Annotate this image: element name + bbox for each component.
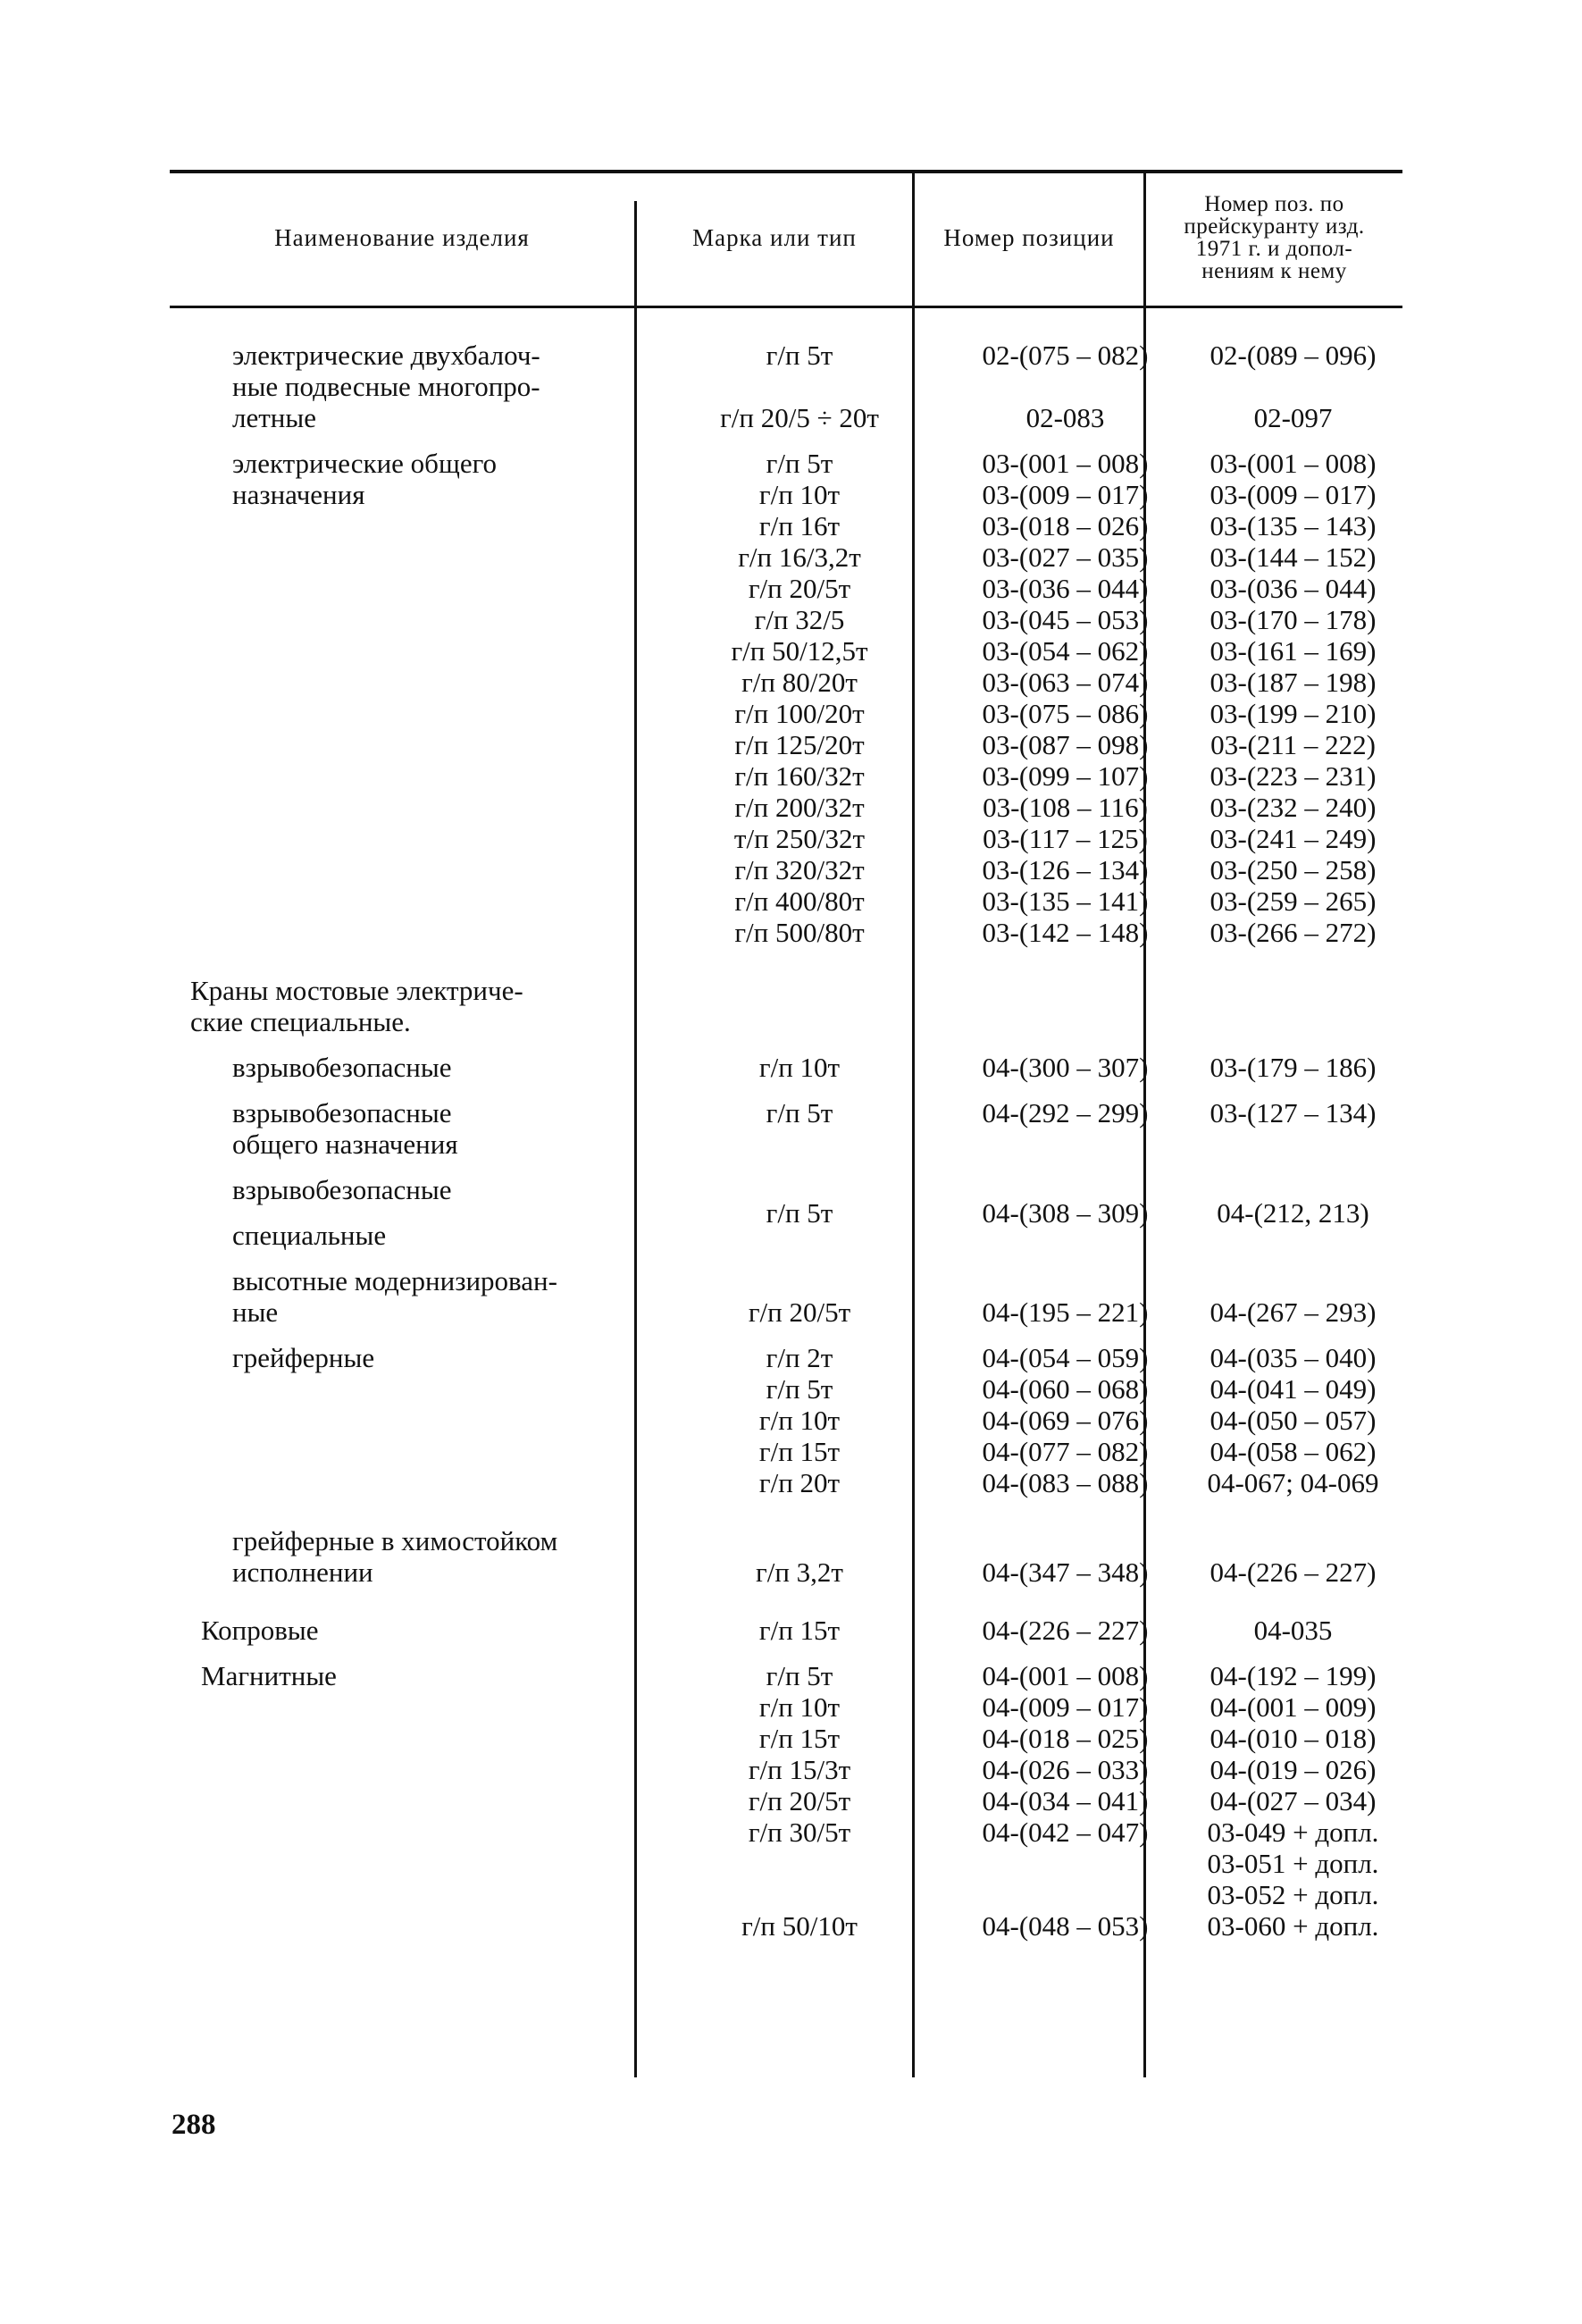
name-line: исполнении <box>232 1556 373 1588</box>
old-position-line: 03-(199 – 210) <box>1210 698 1377 729</box>
old-position-line: 03-051 + допл. <box>1207 1848 1379 1879</box>
mark-line <box>652 1848 947 1879</box>
old-position-line: 04-(267 – 293) <box>1210 1296 1377 1328</box>
table-row <box>170 975 1402 1037</box>
position-cell <box>947 1052 1184 1083</box>
header-old-line: 1971 г. и допол- <box>1195 237 1353 261</box>
mark-line: г/п 125/20т <box>734 729 865 760</box>
mark-line: г/п 2т <box>766 1342 833 1373</box>
mark-line: г/п 500/80т <box>734 917 865 948</box>
old-position-line: 03-(266 – 272) <box>1210 917 1377 948</box>
name-line: электрические общего <box>232 448 498 479</box>
mark-line: г/п 10т <box>758 479 841 510</box>
old-position-line: 03-(135 – 143) <box>1210 510 1377 541</box>
mark-line: г/п 3,2т <box>756 1556 843 1588</box>
position-line: 03-(117 – 125) <box>983 823 1148 854</box>
old-position-line: 03-(259 – 265) <box>1210 885 1377 917</box>
mark-line: г/п 5т <box>766 340 833 371</box>
mark-cell <box>652 1197 947 1229</box>
mark-line: г/п 20/5т <box>748 573 851 604</box>
name-line: электрические двухбалоч- <box>232 340 540 371</box>
old-position-line: 03-(009 – 017) <box>1210 479 1377 510</box>
mark-line: г/п 32/5 <box>754 604 845 635</box>
mark-cell <box>652 1296 947 1328</box>
mark-line: т/п 250/32т <box>733 823 866 854</box>
old-position-line: 03-(223 – 231) <box>1210 760 1377 792</box>
mark-cell <box>652 1556 947 1588</box>
position-cell <box>947 1660 1184 1942</box>
old-position-line: 03-(241 – 249) <box>1210 823 1377 854</box>
position-line: 04-(048 – 053) <box>982 1910 1149 1942</box>
position-line: 04-(077 – 082) <box>982 1436 1149 1467</box>
old-position-cell <box>1184 1342 1402 1498</box>
mark-line: г/п 15т <box>758 1436 841 1467</box>
mark-line: г/п 10т <box>758 1691 841 1723</box>
position-line: 03-(142 – 148) <box>982 917 1149 948</box>
old-position-line: 03-(179 – 186) <box>1210 1052 1377 1083</box>
old-position-line: 03-(036 – 044) <box>1210 573 1377 604</box>
name-line: взрывобезопасные <box>232 1052 452 1083</box>
old-position-line: 04-(035 – 040) <box>1210 1342 1377 1373</box>
mark-line: г/п 5т <box>766 1097 833 1128</box>
position-line: 02-083 <box>1025 402 1105 433</box>
header-position: Номер позиции <box>943 224 1115 251</box>
position-line: 03-(126 – 134) <box>982 854 1149 885</box>
category-label: Магнитные <box>201 1660 337 1691</box>
header-bottom-rule <box>170 306 1402 308</box>
page-number: 288 <box>172 2109 216 2141</box>
position-cell <box>947 1097 1184 1128</box>
position-line: 04-(083 – 088) <box>982 1467 1149 1498</box>
section-title-cell <box>159 975 641 1037</box>
old-position-cell <box>1184 1097 1402 1128</box>
old-position-cell <box>1184 340 1402 433</box>
table-row <box>170 1342 1402 1498</box>
old-position-line: 03-(170 – 178) <box>1210 604 1377 635</box>
table-row <box>170 1660 1402 1942</box>
mark-line: г/п 10т <box>758 1405 841 1436</box>
old-position-line: 03-(144 – 152) <box>1210 541 1377 573</box>
old-position-line: 04-067; 04-069 <box>1207 1467 1379 1498</box>
old-position-line: 03-(211 – 222) <box>1210 729 1376 760</box>
name-line: летные <box>232 402 316 433</box>
table-body <box>170 340 1402 1956</box>
name-line: высотные модернизирован- <box>232 1265 557 1296</box>
table-row <box>170 1265 1402 1328</box>
old-position-line: 04-(027 – 034) <box>1210 1785 1377 1816</box>
position-line: 04-(069 – 076) <box>982 1405 1149 1436</box>
name-line: взрывобезопасные <box>232 1097 452 1128</box>
old-position-line: 03-(187 – 198) <box>1210 667 1377 698</box>
name-line: общего назначения <box>232 1128 458 1160</box>
position-cell <box>947 1615 1184 1646</box>
position-line: 03-(099 – 107) <box>982 760 1149 792</box>
mark-cell <box>652 1660 947 1942</box>
position-line: 04-(347 – 348) <box>982 1556 1149 1588</box>
position-line: 04-(034 – 041) <box>982 1785 1149 1816</box>
mark-line: г/п 20/5т <box>748 1296 851 1328</box>
category-label: Копровые <box>201 1615 319 1646</box>
position-line: 03-(087 – 098) <box>982 729 1149 760</box>
name-line: ные подвесные многопро- <box>232 371 540 402</box>
position-line: 04-(195 – 221) <box>982 1296 1149 1328</box>
position-cell <box>947 1296 1184 1328</box>
table-row <box>170 1052 1402 1083</box>
old-position-line: 03-(001 – 008) <box>1210 448 1377 479</box>
position-line: 03-(045 – 053) <box>982 604 1149 635</box>
table-row <box>170 1097 1402 1160</box>
header-old-line: Номер поз. по <box>1204 192 1344 216</box>
position-line: 03-(001 – 008) <box>982 448 1149 479</box>
old-position-line: 04-(041 – 049) <box>1210 1373 1377 1405</box>
mark-line: г/п 50/10т <box>741 1910 858 1942</box>
old-position-line: 04-(192 – 199) <box>1210 1660 1377 1691</box>
position-line: 03-(054 – 062) <box>982 635 1149 667</box>
old-position-line: 04-(001 – 009) <box>1210 1691 1377 1723</box>
old-position-line: 03-052 + допл. <box>1207 1879 1379 1910</box>
mark-line: г/п 30/5т <box>748 1816 851 1848</box>
old-position-line: 02-097 <box>1253 402 1333 433</box>
position-line: 03-(027 – 035) <box>982 541 1149 573</box>
mark-line: г/п 200/32т <box>734 792 865 823</box>
category-cell <box>170 1615 652 1646</box>
position-line: 03-(108 – 116) <box>983 792 1148 823</box>
table-row <box>170 340 1402 433</box>
old-position-cell <box>1184 448 1402 948</box>
old-position-line: 03-(127 – 134) <box>1210 1097 1377 1128</box>
name-cell <box>170 1342 652 1373</box>
position-line: 04-(292 – 299) <box>982 1097 1149 1128</box>
mark-line: г/п 10т <box>758 1052 841 1083</box>
header-old-line: нениям к нему <box>1201 259 1347 283</box>
mark-line: г/п 16т <box>758 510 841 541</box>
old-position-line: 04-(050 – 057) <box>1210 1405 1377 1436</box>
mark-cell <box>652 340 947 433</box>
old-position-line: 04-(019 – 026) <box>1210 1754 1377 1785</box>
name-cell <box>170 1052 652 1083</box>
mark-cell <box>652 1342 947 1498</box>
old-position-cell <box>1184 1052 1402 1083</box>
old-position-line: 02-(089 – 096) <box>1210 340 1377 371</box>
position-cell <box>947 1342 1184 1498</box>
position-cell <box>947 1197 1184 1229</box>
name-cell <box>170 448 652 510</box>
mark-cell <box>652 448 947 948</box>
position-line <box>947 1879 1184 1910</box>
position-line: 03-(018 – 026) <box>982 510 1149 541</box>
name-line: специальные <box>232 1220 387 1251</box>
old-position-line: 03-(250 – 258) <box>1210 854 1377 885</box>
name-line: взрывобезопасные <box>232 1174 452 1205</box>
position-line: 04-(042 – 047) <box>982 1816 1149 1848</box>
old-position-line: 03-060 + допл. <box>1207 1910 1379 1942</box>
position-line: 04-(226 – 227) <box>982 1615 1149 1646</box>
mark-line: г/п 5т <box>766 1197 833 1229</box>
name-line: назначения <box>232 479 365 510</box>
position-cell <box>947 448 1184 948</box>
name-cell <box>170 1525 652 1588</box>
position-line <box>947 371 1184 402</box>
old-position-line <box>1184 371 1402 402</box>
position-line: 03-(063 – 074) <box>982 667 1149 698</box>
header-old-position <box>1146 170 1402 306</box>
mark-line: г/п 20/5т <box>748 1785 851 1816</box>
mark-line: г/п 15/3т <box>748 1754 851 1785</box>
position-line: 04-(009 – 017) <box>982 1691 1149 1723</box>
position-line: 04-(026 – 033) <box>982 1754 1149 1785</box>
position-line: 04-(018 – 025) <box>982 1723 1149 1754</box>
old-position-line: 04-035 <box>1253 1615 1333 1646</box>
position-line: 04-(060 – 068) <box>982 1373 1149 1405</box>
price-table <box>170 170 1402 2077</box>
mark-line <box>652 1879 947 1910</box>
old-position-line: 04-(058 – 062) <box>1210 1436 1377 1467</box>
section-title-line: Краны мостовые электриче- <box>190 975 523 1006</box>
name-line: грейферные <box>232 1342 375 1373</box>
old-position-cell <box>1184 1197 1402 1229</box>
position-line: 03-(075 – 086) <box>982 698 1149 729</box>
mark-line: г/п 15т <box>758 1615 841 1646</box>
position-line: 04-(308 – 309) <box>982 1197 1149 1229</box>
section-title-line: ские специальные. <box>190 1006 411 1037</box>
mark-line: г/п 16/3,2т <box>738 541 861 573</box>
mark-line <box>652 371 947 402</box>
mark-line: г/п 80/20т <box>741 667 858 698</box>
mark-line: г/п 320/32т <box>734 854 865 885</box>
name-cell <box>170 1097 652 1160</box>
mark-line: г/п 400/80т <box>734 885 865 917</box>
old-position-cell <box>1184 1615 1402 1646</box>
mark-line: г/п 100/20т <box>734 698 865 729</box>
old-position-cell <box>1184 1660 1402 1942</box>
name-cell <box>170 340 652 433</box>
position-line: 04-(054 – 059) <box>982 1342 1149 1373</box>
position-line: 03-(036 – 044) <box>982 573 1149 604</box>
old-position-line: 04-(010 – 018) <box>1210 1723 1377 1754</box>
position-line: 03-(009 – 017) <box>982 479 1149 510</box>
table-row <box>170 448 1402 948</box>
name-line: грейферные в химостойком <box>232 1525 558 1556</box>
old-position-line: 03-(161 – 169) <box>1210 635 1377 667</box>
old-position-line: 03-049 + допл. <box>1207 1816 1379 1848</box>
mark-line: г/п 15т <box>758 1723 841 1754</box>
mark-cell <box>652 1052 947 1083</box>
old-position-cell <box>1184 1556 1402 1588</box>
position-cell <box>947 1556 1184 1588</box>
mark-cell <box>652 1615 947 1646</box>
header-old-line: прейскуранту изд. <box>1184 214 1365 239</box>
old-position-cell <box>1184 1296 1402 1328</box>
mark-line: г/п 5т <box>766 448 833 479</box>
mark-line: г/п 160/32т <box>734 760 865 792</box>
old-position-line: 04-(226 – 227) <box>1210 1556 1377 1588</box>
table-row <box>170 1174 1402 1251</box>
header-name: Наименование изделия <box>274 224 530 251</box>
position-line: 04-(001 – 008) <box>982 1660 1149 1691</box>
mark-line: г/п 20/5 ÷ 20т <box>720 402 879 433</box>
name-line: ные <box>232 1296 279 1328</box>
old-position-line: 04-(212, 213) <box>1217 1197 1369 1229</box>
mark-line: г/п 50/12,5т <box>731 635 868 667</box>
name-cell <box>170 1174 652 1251</box>
position-line: 04-(300 – 307) <box>982 1052 1149 1083</box>
old-position-line: 03-(232 – 240) <box>1210 792 1377 823</box>
position-line <box>947 1848 1184 1879</box>
table-row <box>170 1525 1402 1588</box>
mark-line: г/п 5т <box>766 1660 833 1691</box>
name-cell <box>170 1265 652 1328</box>
header-mark: Марка или тип <box>692 224 857 251</box>
mark-line: г/п 20т <box>758 1467 841 1498</box>
position-line: 02-(075 – 082) <box>982 340 1149 371</box>
table-row <box>170 1615 1402 1646</box>
position-cell <box>947 340 1184 433</box>
mark-line: г/п 5т <box>766 1373 833 1405</box>
category-cell <box>170 1660 652 1691</box>
position-line: 03-(135 – 141) <box>982 885 1149 917</box>
mark-cell <box>652 1097 947 1128</box>
